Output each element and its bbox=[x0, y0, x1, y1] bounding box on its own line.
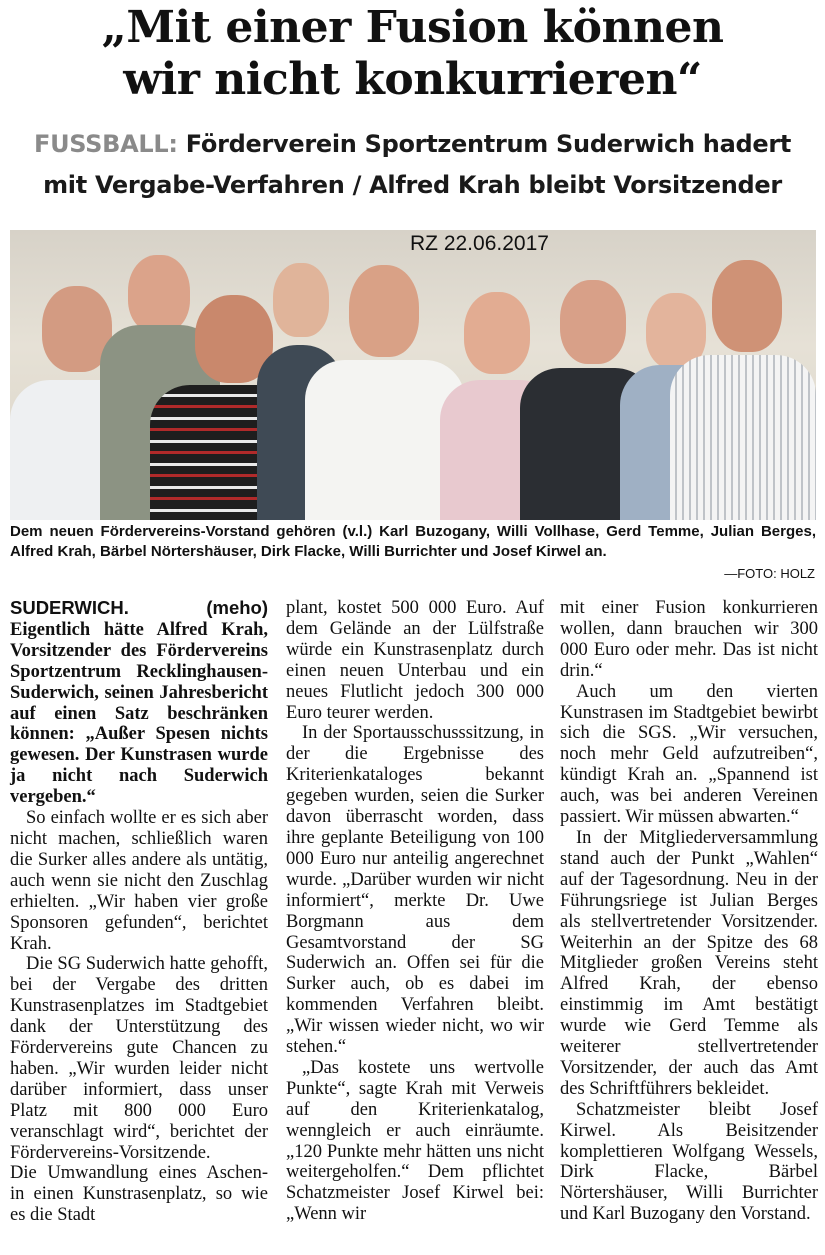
article-paragraph: Die Umwandlung eines Aschen- in einen Kunstrasenplatz, so wie es die Stadt bbox=[10, 1163, 268, 1226]
article-column-1 bbox=[10, 598, 268, 1226]
subheadline-line-2: mit Vergabe-Verfahren / Alfred Krah bleibt Vorsitzender bbox=[43, 171, 782, 199]
article-paragraph: Auch um den vierten Kunstrasen im Stadtgebiet bewirbt sich die SGS. „Wir versuchen, noch mehr Geld aufzutreiben“, kündigt Krah an. „Spannend ist auch, was bei anderen Vereinen passiert. Wir müssen abwarten.“ bbox=[560, 681, 818, 828]
group-photo bbox=[10, 230, 816, 520]
subheadline bbox=[0, 124, 825, 206]
photo-caption: Dem neuen Fördervereins-Vorstand gehören (v.l.) Karl Buzogany, Willi Vollhase, Gerd Temme, Julian Berges, Alfred Krah, Bärbel Nörtershäuser, Dirk Flacke, Willi Burrichter und Josef Kirwel an. bbox=[10, 523, 816, 560]
article-column-3 bbox=[560, 598, 818, 1225]
lead-text: Eigentlich hätte Alfred Krah, Vorsitzender des Fördervereins Sportzentrum Recklinghausen-Suderwich, seinen Jahresbericht auf einen Satz beschränken können: „Außer Spesen nichts gewesen. Der Kunstrasen wurde ja nicht nach Suderwich vergeben.“ bbox=[10, 619, 268, 808]
dateline: SUDERWICH. (meho) bbox=[10, 597, 268, 618]
article-paragraph: Die SG Suderwich hatte gehofft, bei der Vergabe des dritten Kunstrasenplatzes im Stadtgebiet dank der Unterstützung des Fördervereins gute Chancen zu haben. „Wir wurden leider nicht darüber informiert, dass unser Platz mit 800 000 Euro veranschlagt wird“, berichtet der Fördervereins-Vorsitzende. bbox=[10, 954, 268, 1163]
subheadline-text-1: Förderverein Sportzentrum Suderwich hadert bbox=[177, 130, 792, 158]
photo-credit: —FOTO: HOLZ bbox=[724, 566, 815, 581]
article-lead bbox=[10, 598, 268, 808]
person-figure bbox=[670, 250, 816, 520]
headline-line-2: wir nicht konkurrieren“ bbox=[123, 54, 702, 105]
article-paragraph: mit einer Fusion konkurrieren wollen, dann brauchen wir 300 000 Euro oder mehr. Das ist nicht drin.“ bbox=[560, 598, 818, 681]
article-paragraph: plant, kostet 500 000 Euro. Auf dem Gelände an der Lülfstraße würde ein Kunstrasenplatz durch einen neuen Unterbau und ein neues Flutlicht jedoch 300 000 Euro teurer werden. bbox=[286, 598, 544, 723]
article-paragraph: Schatzmeister bleibt Josef Kirwel. Als Beisitzender komplettieren Wolfgang Wessels, Dirk Flacke, Bärbel Nörtershäuser, Willi Burrichter und Karl Buzogany den Vorstand. bbox=[560, 1099, 818, 1225]
article-paragraph: „Das kostete uns wertvolle Punkte“, sagte Krah mit Verweis auf den Kriterienkatalog, wenngleich er auch einräumte. „120 Punkte mehr hätten uns nicht weitergeholfen.“ Dem pflichtet Schatzmeister Josef Kirwel bei: „Wenn wir bbox=[286, 1057, 544, 1225]
subheadline-line-1 bbox=[0, 124, 825, 165]
article-paragraph: So einfach wollte er es sich aber nicht machen, schließlich waren die Surker alles andere als untätig, auch wenn sie nicht den Zuschlag erhielten. „Wir haben vier große Sponsoren gefunden“, berichtet Krah. bbox=[10, 808, 268, 954]
section-kicker: FUSSBALL: bbox=[33, 130, 178, 158]
headline-line-1: „Mit einer Fusion können bbox=[101, 2, 724, 53]
date-stamp: RZ 22.06.2017 bbox=[410, 232, 549, 255]
article-paragraph: In der Sportausschusssitzung, in der die Ergebnisse des Kriterienkataloges bekannt gegeben wurden, seien die Surker davon überrascht worden, dass ihre geplante Beteiligung von 100 000 Euro nur anteilig angerechnet wurde. „Darüber wurden wir nicht informiert“, merkte Dr. Uwe Borgmann aus dem Gesamtvorstand der SG Suderwich an. Offen sei für die Surker auch, ob es dabei im kommenden Verfahren bleibt. „Wir wissen wieder nicht, wo wir stehen.“ bbox=[286, 723, 544, 1058]
article-paragraph: In der Mitgliederversammlung stand auch der Punkt „Wahlen“ auf der Tagesordnung. Neu in der Führungsriege ist Julian Berges als stellvertretender Vorsitzender. Weiterhin an der Spitze des 68 Mitglieder großen Vereins steht Alfred Krah, der ebenso einstimmig im Amt bestätigt wurde wie Gerd Temme als weiterer stellvertretender Vorsitzender, der auch das Amt des Schriftführers bekleidet. bbox=[560, 827, 818, 1099]
article-column-2 bbox=[286, 598, 544, 1225]
headline bbox=[0, 2, 825, 106]
